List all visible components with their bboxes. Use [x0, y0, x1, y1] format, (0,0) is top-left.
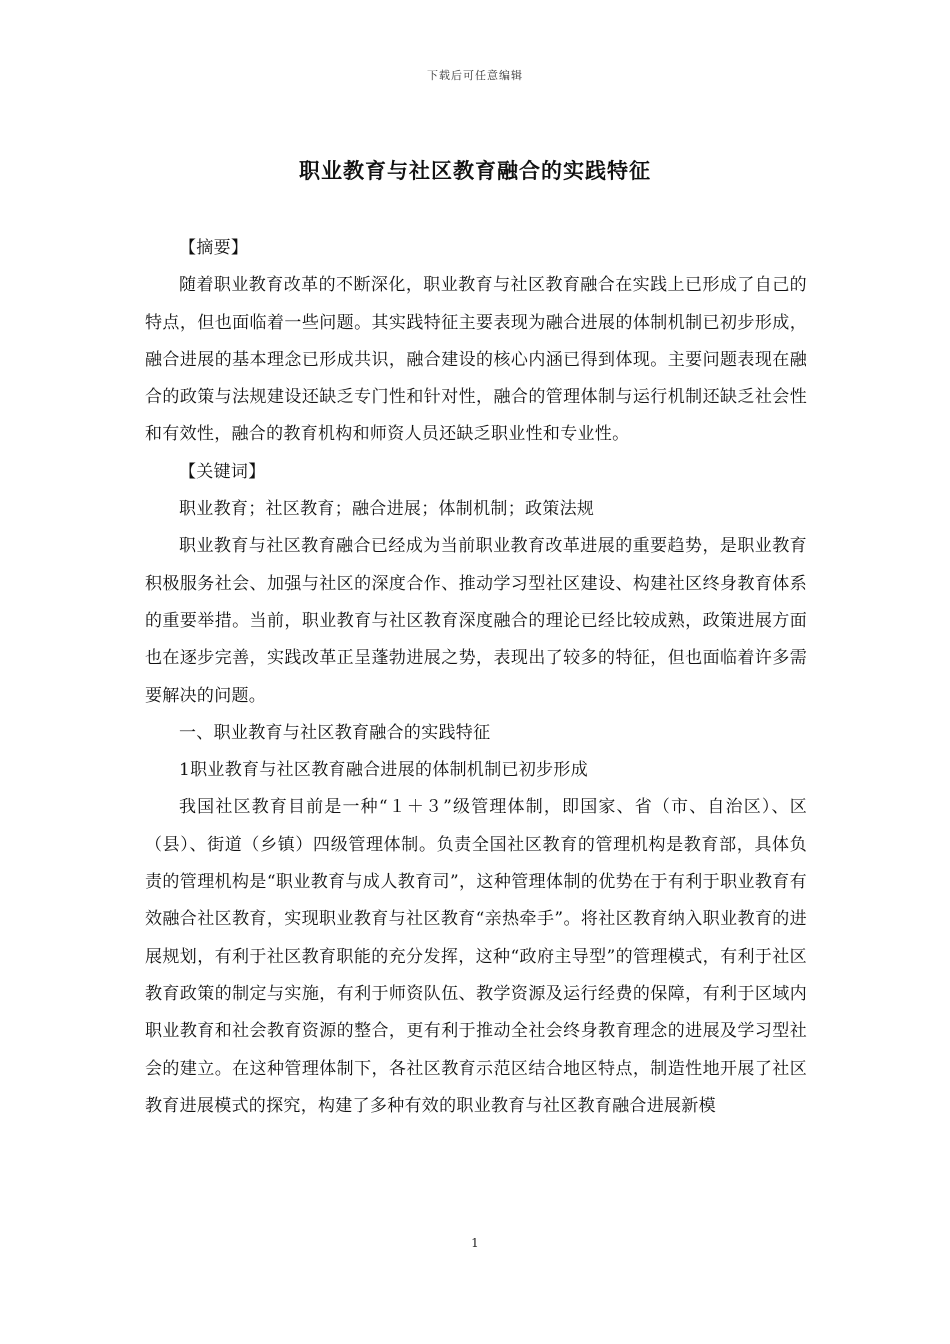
- abstract-paragraph: 随着职业教育改革的不断深化，职业教育与社区教育融合在实践上已形成了自己的特点，但也面临着一些问题。其实践特征主要表现为融合进展的体制机制已初步形成，融合进展的基本理念已形成共识，融合建设的核心内涵已得到体现。主要问题表现在融合的政策与法规建设还缺乏专门性和针对性，融合的管理体制与运行机制还缺乏社会性和有效性，融合的教育机构和师资人员还缺乏职业性和专业性。: [145, 275, 807, 445]
- section-heading: 一、职业教育与社区教育融合的实践特征: [179, 722, 491, 743]
- keywords-list: 职业教育；社区教育；融合进展；体制机制；政策法规: [179, 499, 595, 520]
- page-number: 1: [471, 1236, 479, 1250]
- subsection-heading: 1职业教育与社区教育融合进展的体制机制已初步形成: [179, 760, 589, 781]
- document-title: 职业教育与社区教育融合的实践特征: [299, 158, 651, 183]
- intro-paragraph: 职业教育与社区教育融合已经成为当前职业教育改革进展的重要趋势，是职业教育积极服务社会、加强与社区的深度合作、推动学习型社区建设、构建社区终身教育体系的重要举措。当前，职业教育与社区教育深度融合的理论已经比较成熟，政策进展方面也在逐步完善，实践改革正呈蓬勃进展之势，表现出了较多的特征，但也面临着许多需要解决的问题。: [145, 536, 807, 706]
- abstract-heading: 【摘要】: [179, 238, 249, 258]
- document-body: [145, 230, 807, 1125]
- subsection-paragraph: 我国社区教育目前是一种“１＋３”级管理体制，即国家、省（市、自治区）、区（县）、街道（乡镇）四级管理体制。负责全国社区教育的管理机构是教育部，具体负责的管理机构是“职业教育与成人教育司”，这种管理体制的优势在于有利于职业教育有效融合社区教育，实现职业教育与社区教育“亲热牵手”。将社区教育纳入职业教育的进展规划，有利于社区教育职能的充分发挥，这种“政府主导型”的管理模式，有利于社区教育政策的制定与实施，有利于师资队伍、教学资源及运行经费的保障，有利于区域内职业教育和社会教育资源的整合，更有利于推动全社会终身教育理念的进展及学习型社会的建立。在这种管理体制下，各社区教育示范区结合地区特点，制造性地开展了社区教育进展模式的探究，构建了多种有效的职业教育与社区教育融合进展新模: [145, 797, 807, 1116]
- keywords-heading: 【关键词】: [179, 461, 266, 482]
- header-note: 下载后可任意编辑: [427, 69, 523, 82]
